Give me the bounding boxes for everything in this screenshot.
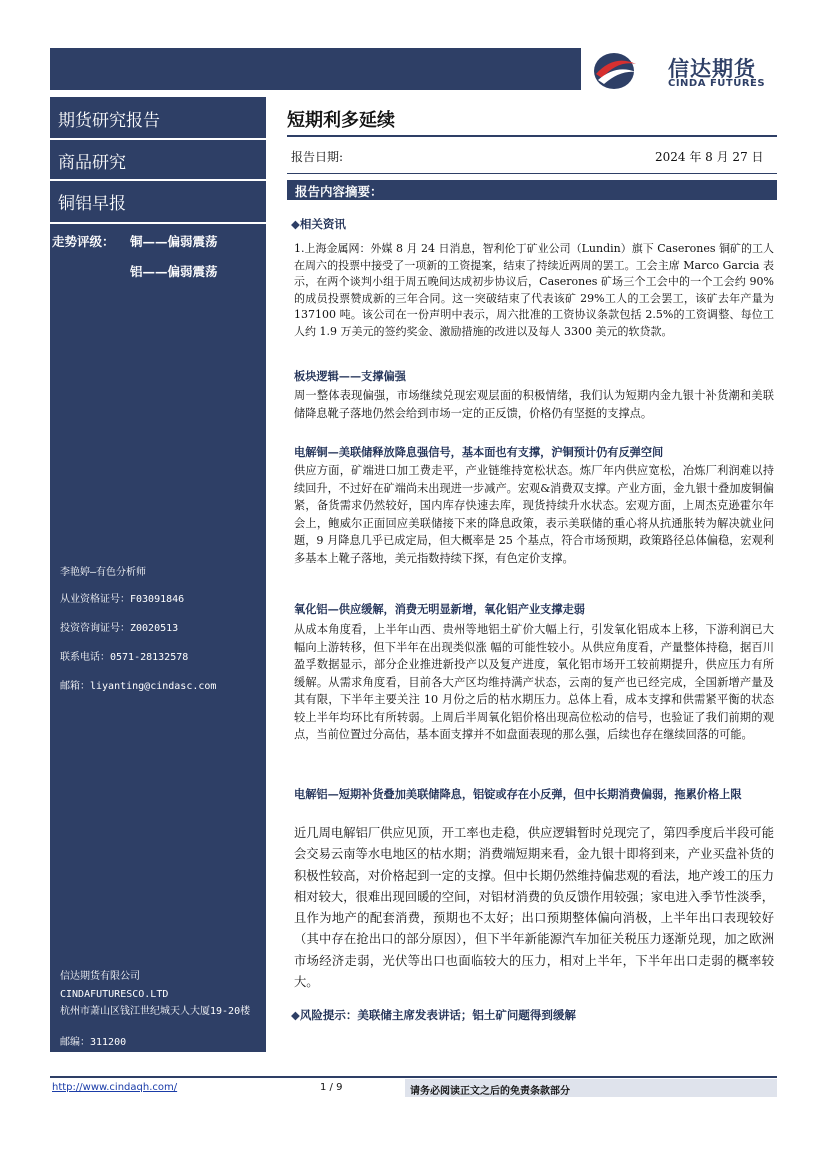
rating-label: 走势评级：	[52, 234, 115, 249]
news-heading	[291, 216, 346, 232]
contact-email: 邮箱：liyanting@cindasc.com	[60, 681, 217, 692]
copper-heading: 电解铜—美联储释放降息强信号，基本面也有支撑，沪铜预计仍有反弹空间	[294, 445, 664, 459]
company-website: CINDAFUTURESCO.LTD	[60, 989, 169, 1000]
company-name: 信达期货有限公司	[60, 971, 140, 982]
report-type: 期货研究报告	[58, 111, 160, 131]
sector-paragraph: 周一整体表现偏强，市场继续兑现宏观层面的积极情绪，我们认为短期内金九银十补货潮和美联储降息靴子落地仍然会给到市场一定的正反馈，价格仍有坚挺的支撑点。	[294, 389, 774, 420]
sector-heading: 板块逻辑——支撑偏强	[294, 369, 406, 383]
contact-phone: 联系电话：0571-28132578	[60, 652, 189, 663]
disclaimer-note: 请务必阅读正文之后的免责条款部分	[410, 1086, 570, 1097]
footer-divider	[50, 1076, 777, 1078]
website-link[interactable]: http://www.cindaqh.com/	[52, 1082, 178, 1093]
risk-heading	[291, 1007, 576, 1023]
copper-paragraph: 供应方面，矿端进口加工费走平，产业链维持宽松状态。炼厂年内供应宽松，冶炼厂利润难以持续回升，不过好在矿端尚未出现进一步减产。宏观&消费双支撑。产业方面，金九银十叠加废铜偏紧，备货需求仍然较好，国内库存快速去库，现货持续升水状态。宏观方面，上周杰克逊霍尔年会上，鲍威尔正面回应美联储接下来的降息政策，表示美联储的重心将从抗通胀转为解决就业问题，9 月降息几乎已成定局，但大概率是 25 个基点，符合市场预期，政策路径总体偏稳，宏观利多基本上靴子落地，美元指数持续下探，有色定价支撑。	[294, 464, 774, 565]
aluminum-heading: 电解铝—短期补货叠加美联储降息，铝锭或存在小反弹，但中长期消费偏弱，拖累价格上限	[294, 787, 742, 801]
logo-english: CINDA FUTURES	[668, 78, 766, 89]
page-number: 1 / 9	[320, 1082, 343, 1093]
header-band	[50, 48, 581, 90]
diamond-icon: ◆	[291, 217, 300, 231]
alumina-paragraph: 从成本角度看，上半年山西、贵州等地铝土矿价大幅上行，引发氧化铝成本上移，下游利润已大幅向上游转移，但下半年在出现类似涨 幅的可能性较小。从供应角度看，产量整体持稳，据百川盈孚数据显示，部分企业推进新投产以及复产进度，氧化铝市场开工较前期提升，供应压力有所缓解。从需求角度看，目前各大产区均维持满产状态，云南的复产也已经完成，全国新增产量及其有限，下半年主要关注 10 月份之后的枯水期压力。总体上看，成本支撑和供需紧平衡的状态较上半年均环比有所转弱。上周后半周氧化铝价格出现高位松动的信号，也验证了我们前期的观点，当前位置过分高估，基本面支撑并不如盘面表现的那么强，后续也存在继续回落的可能。	[294, 623, 774, 741]
report-product: 铜铝早报	[58, 194, 126, 214]
date-label: 报告日期:	[291, 150, 344, 164]
diamond-icon: ◆	[291, 1008, 300, 1022]
postcode: 邮编：311200	[60, 1037, 127, 1048]
alumina-heading: 氧化铝—供应缓解，消费无明显新增，氧化铝产业支撑走弱	[294, 602, 585, 616]
rating-aluminum: 铝——偏弱震荡	[130, 264, 218, 279]
news-paragraph: 1.上海金属网：外媒 8 月 24 日消息，智利伦丁矿业公司（Lundin）旗下 Caserones 铜矿的工人在周六的投票中接受了一项新的工资提案，结束了持续近两周的罢工。工会主席 Marco Garcia 表示，在两个谈判小组于周五晚间达成初步协议后，Caserones 矿场三个工会中的一个工会约 90%的成员投票赞成新的三年合同。这一突破结束了代表该矿 29%工人的工会罢工，该矿去年产量为 137100 吨。该公司在一份声明中表示，周六批准的工资协议条款包括 2.5%的工资调整、每位工人约 1.9 万美元的签约奖金、激励措施的改进以及每人 3300 美元的软贷款。	[294, 242, 774, 338]
sidebar-divider	[50, 179, 266, 181]
risk-text: 风险提示：美联储主席发表讲话；铝土矿问题得到缓解	[299, 1008, 576, 1022]
rating-copper: 铜——偏弱震荡	[130, 234, 218, 249]
news-heading-text: 相关资讯	[299, 217, 346, 231]
date-divider	[287, 173, 777, 174]
report-category: 商品研究	[58, 153, 126, 173]
company-address: 杭州市萧山区钱江世纪城天人大厦19-20楼	[60, 1006, 251, 1017]
consult-number: 投资咨询证号：Z0020513	[60, 623, 179, 634]
aluminum-paragraph: 近几周电解铝厂供应见顶，开工率也走稳，供应逻辑暂时兑现完了，第四季度后半段可能会交易云南等水电地区的枯水期；消费端短期来看，金九银十即将到来，产业买盘补货的积极性较高，对价格起到一定的支撑。但中长期仍然维持偏悲观的看法，地产竣工的压力相对较大，很难出现回暖的空间，对铝材消费的负反馈作用较强；家电进入季节性淡季，且作为地产的配套消费，预期也不太好；出口预期整体偏向消极，上半年出口表现较好（其中存在抢出口的部分原因），但下半年新能源汽车加征关税压力逐渐兑现，加之欧洲市场经济走弱，光伏等出口也面临较大的压力，相对上半年，下半年出口走弱的概率较大。	[294, 826, 774, 990]
logo-chinese: 信达期货	[668, 57, 756, 81]
analyst-name: 李艳婷—有色分析师	[60, 567, 147, 578]
summary-title: 报告内容摘要：	[295, 184, 383, 199]
title-divider	[287, 135, 777, 137]
sidebar-divider	[50, 222, 266, 224]
sidebar-divider	[50, 138, 266, 140]
page-title: 短期利多延续	[287, 110, 395, 131]
qualification-number: 从业资格证号：F03091846	[60, 594, 185, 605]
date-value: 2024 年 8 月 27 日	[655, 150, 764, 164]
